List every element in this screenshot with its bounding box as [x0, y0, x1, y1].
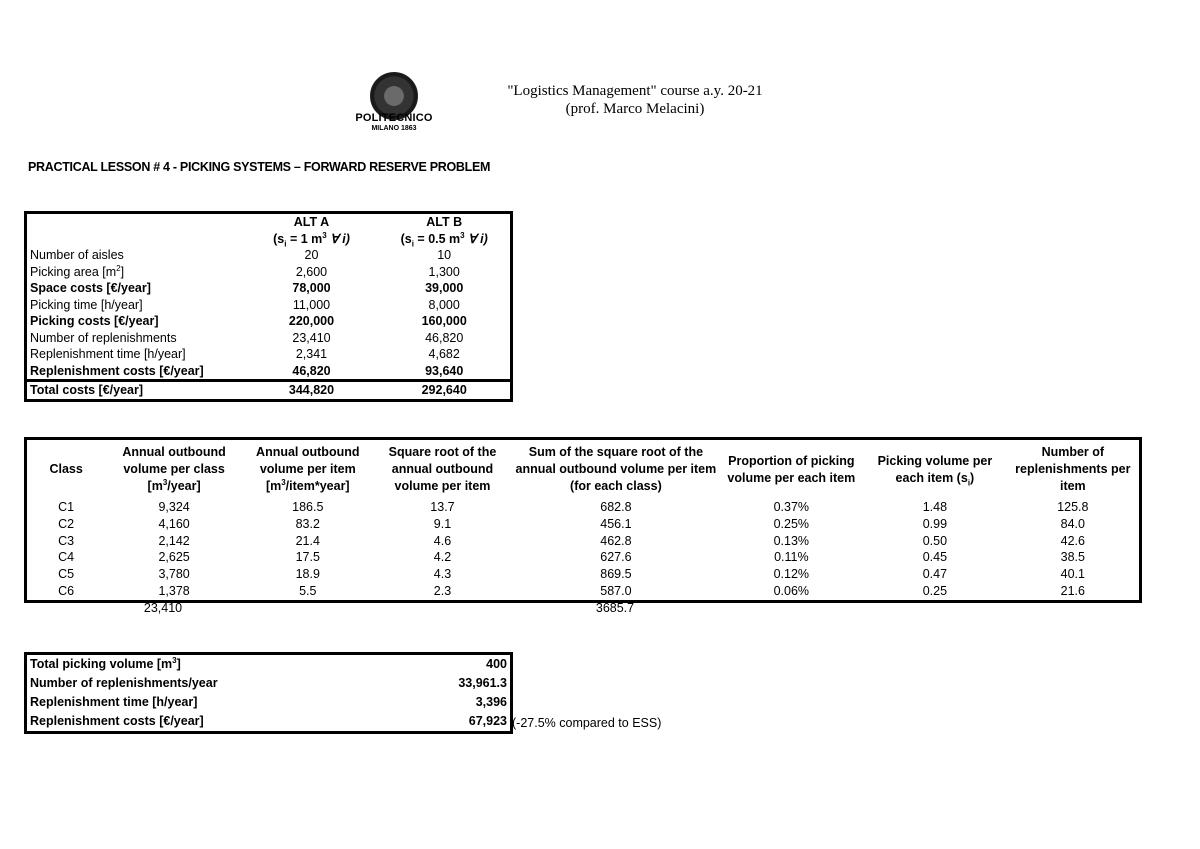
alt-b-value: 8,000	[428, 297, 460, 312]
class-cell-annual-class: 2,142	[158, 533, 190, 548]
class-row	[26, 533, 1141, 550]
summary-value: 3,396	[475, 695, 507, 709]
summary-row	[26, 712, 512, 733]
alt-row	[26, 330, 512, 347]
row-label: Number of aisles	[30, 248, 124, 262]
class-cell-picking-vol: 0.99	[922, 516, 948, 531]
summary-value: 400	[486, 657, 507, 671]
summary-row	[26, 674, 512, 693]
alt-a-total: 344,820	[245, 381, 379, 401]
alt-b-total: 292,640	[378, 381, 511, 401]
alt-b-value: 10	[437, 248, 452, 262]
alt-a-value: 2,600	[295, 264, 328, 279]
alt-b-subtitle: ($s_i = 0.5$ $m^3$ ∀ i)	[400, 230, 488, 248]
row-label: Picking area $[m^2]$	[30, 263, 125, 279]
class-cell-proportion: 0.12%	[773, 567, 810, 582]
class-row	[26, 583, 1141, 601]
class-cell-picking-vol: 0.50	[922, 533, 948, 548]
alternatives-table	[24, 211, 513, 402]
alt-b-value: 4,682	[428, 347, 460, 361]
class-cell-proportion: 0.11%	[774, 550, 809, 565]
class-cell-proportion: 0.37%	[773, 500, 810, 514]
class-cell-picking-vol: 1.48	[922, 500, 948, 514]
summary-label: Number of replenishments/year	[30, 676, 218, 690]
class-cell-repl: 21.6	[1060, 583, 1085, 598]
summary-row	[26, 654, 512, 675]
summary-table	[24, 652, 513, 734]
alt-a-value: 46,820	[292, 363, 331, 378]
alt-row	[26, 264, 512, 281]
header-replenishments: Number of replenishments per item	[1015, 445, 1131, 493]
header-class: Class	[49, 462, 83, 476]
class-cell-class: C1	[58, 500, 75, 514]
alt-a-value: 78,000	[292, 281, 331, 295]
class-cell-annual-item: 83.2	[295, 516, 320, 531]
alt-b-value: 160,000	[421, 314, 467, 328]
alt-row	[26, 313, 512, 330]
class-row	[26, 549, 1141, 566]
class-cell-picking-vol: 0.45	[922, 550, 948, 565]
alt-row	[26, 280, 512, 297]
class-cell-class: C5	[58, 567, 75, 582]
header-annual-item: Annual outbound volume per item $[m^3/item*year]$	[256, 445, 360, 493]
row-label: Number of replenishments	[30, 330, 177, 345]
class-cell-class: C4	[58, 550, 75, 565]
sum-annual-outbound: 23,410	[143, 601, 183, 615]
class-cell-repl: 38.5	[1060, 550, 1085, 565]
class-cell-annual-item: 186.5	[292, 500, 324, 514]
row-label: Space costs [€/year]	[30, 281, 151, 295]
alt-a-value: 23,410	[292, 330, 331, 345]
summary-row	[26, 693, 512, 712]
class-header-row	[26, 439, 1141, 500]
row-label: Replenishment time [h/year]	[30, 347, 186, 361]
class-cell-sqrt: 9.1	[433, 516, 452, 531]
course-title: "Logistics Management" course a.y. 20-21	[507, 83, 763, 99]
alt-a-value: 220,000	[288, 314, 335, 328]
alt-b-value: 93,640	[425, 363, 464, 378]
summary-value: 67,923	[468, 714, 507, 728]
class-cell-class: C2	[58, 516, 75, 531]
alt-row	[26, 363, 512, 381]
class-cell-repl: 125.8	[1057, 500, 1089, 514]
alt-subheader-row	[26, 231, 512, 248]
class-cell-sqrt: 4.2	[433, 550, 452, 565]
class-cell-proportion: 0.25%	[773, 516, 810, 531]
class-cell-proportion: 0.06%	[773, 583, 810, 598]
class-cell-repl: 42.6	[1060, 533, 1085, 548]
sum-square-roots: 3685.7	[595, 601, 635, 615]
logo-name: POLITECNICO	[355, 112, 433, 124]
alt-b-value: 1,300	[428, 264, 460, 279]
header-sqrt: Square root of the annual outbound volume per item	[388, 445, 497, 493]
class-cell-annual-item: 5.5	[299, 583, 317, 598]
comparison-note: (-27.5% compared to ESS)	[512, 716, 662, 730]
class-cell-class: C3	[58, 533, 75, 548]
alt-row	[26, 346, 512, 363]
alt-a-value: 2,341	[295, 347, 328, 361]
class-cell-sqrt: 4.6	[433, 533, 452, 548]
alt-row	[26, 297, 512, 314]
total-label: Total costs [€/year]	[26, 381, 245, 401]
alt-a-title: ALT A	[293, 215, 330, 229]
class-cell-sqrt: 4.3	[433, 567, 452, 582]
class-cell-annual-class: 4,160	[158, 516, 190, 531]
class-cell-sum-sqrt: 462.8	[600, 533, 632, 548]
alt-b-title: ALT B	[426, 215, 463, 229]
class-table	[24, 437, 1142, 603]
alt-total-row	[26, 381, 512, 401]
class-cell-annual-class: 9,324	[158, 500, 190, 514]
alt-a-value: 11,000	[292, 297, 331, 312]
class-cell-sqrt: 13.7	[430, 500, 455, 514]
course-professor: (prof. Marco Melacini)	[565, 101, 705, 117]
logo-subtitle: MILANO 1863	[371, 125, 417, 132]
class-cell-annual-item: 17.5	[295, 550, 320, 565]
header-annual-class: Annual outbound volume per class $[m^3/year]$	[122, 445, 226, 493]
class-cell-sum-sqrt: 869.5	[600, 567, 632, 582]
class-cell-sum-sqrt: 587.0	[600, 583, 632, 598]
class-cell-annual-class: 1,378	[158, 583, 190, 598]
class-cell-annual-item: 18.9	[295, 567, 320, 582]
summary-value: 33,961.3	[458, 676, 507, 690]
class-cell-picking-vol: 0.25	[922, 583, 948, 598]
header-proportion: Proportion of picking volume per each item	[727, 453, 856, 485]
alt-header-row	[26, 213, 512, 231]
class-row	[26, 499, 1141, 516]
alt-a-subtitle: ($s_i = 1$ $m^3$ ∀ i)	[273, 230, 350, 248]
class-row	[26, 566, 1141, 583]
class-cell-annual-class: 3,780	[158, 567, 190, 582]
row-label: Picking time [h/year]	[30, 297, 143, 312]
class-cell-annual-item: 21.4	[295, 533, 320, 548]
class-cell-sum-sqrt: 682.8	[600, 500, 632, 514]
header-picking-volume: Picking volume per each item $(s_i)$	[877, 453, 993, 487]
header-sum-sqrt: Sum of the square root of the annual outbound volume per item (for each class)	[515, 445, 717, 493]
class-cell-picking-vol: 0.47	[922, 567, 948, 582]
alt-a-value: 20	[304, 248, 319, 262]
summary-label: Total picking volume $[m^3]$	[30, 655, 181, 671]
summary-label: Replenishment costs [€/year]	[30, 714, 204, 728]
alt-b-value: 39,000	[425, 281, 464, 295]
class-cell-sum-sqrt: 627.6	[600, 550, 632, 565]
class-cell-class: C6	[58, 583, 75, 598]
lesson-title: PRACTICAL LESSON # 4 - PICKING SYSTEMS – FORWARD RESERVE PROBLEM	[28, 160, 491, 174]
alt-row	[26, 247, 512, 264]
summary-label: Replenishment time [h/year]	[30, 695, 198, 709]
class-cell-sum-sqrt: 456.1	[600, 516, 632, 531]
row-label: Replenishment costs [€/year]	[30, 363, 204, 378]
class-cell-annual-class: 2,625	[158, 550, 190, 565]
class-cell-sqrt: 2.3	[433, 583, 452, 598]
class-row	[26, 516, 1141, 533]
alt-b-value: 46,820	[425, 330, 464, 345]
class-cell-proportion: 0.13%	[773, 533, 810, 548]
class-cell-repl: 40.1	[1060, 567, 1085, 582]
row-label: Picking costs [€/year]	[30, 314, 159, 328]
class-cell-repl: 84.0	[1060, 516, 1085, 531]
